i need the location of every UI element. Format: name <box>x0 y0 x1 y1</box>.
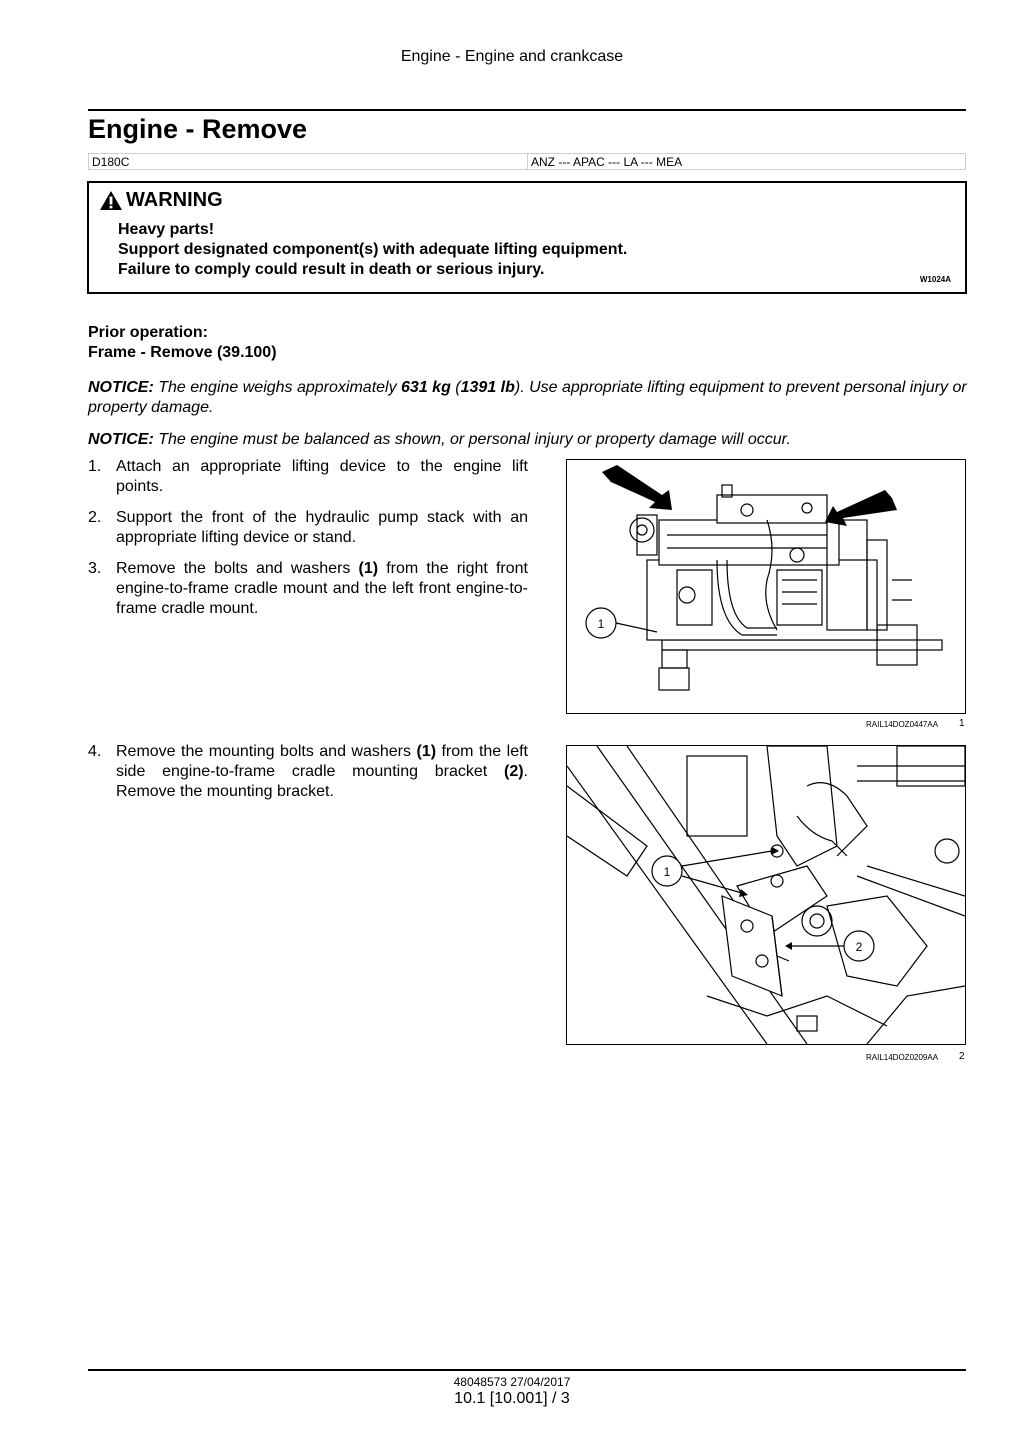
callout-number: 1 <box>597 617 605 631</box>
step-text: Attach an appropriate lifting device to the engine lift points. <box>116 458 528 495</box>
notice-label: NOTICE: <box>88 431 154 448</box>
step-text-part: . Remove the mounting bracket. <box>116 763 528 800</box>
warning-heading-text: WARNING <box>126 189 223 211</box>
notice-text: The engine weighs approximately <box>153 379 402 396</box>
step-text <box>116 742 528 802</box>
footer-page-number: 10.1 [10.001] / 3 <box>454 1390 570 1407</box>
callout-ref: (1) <box>358 560 379 577</box>
warning-line: Heavy parts! <box>118 221 215 238</box>
callout-number: 1 <box>663 865 671 879</box>
model-label: D180C <box>92 155 130 169</box>
row-divider <box>527 154 528 169</box>
regions-label: ANZ --- APAC --- LA --- MEA <box>531 155 683 169</box>
step-item <box>88 742 528 802</box>
bottom-rule <box>88 1369 966 1371</box>
figure-caption: RAIL14DOZ0447AA <box>866 720 939 729</box>
warning-line: Failure to comply could result in death or serious injury. <box>118 261 545 278</box>
step-number: 3. <box>88 560 102 577</box>
step-number: 2. <box>88 509 102 526</box>
step-item <box>88 457 528 497</box>
figure-number: 1 <box>959 718 965 729</box>
bracket-illustration <box>567 746 965 1044</box>
step-number: 4. <box>88 743 102 760</box>
prior-operation-label: Prior operation: <box>88 324 209 341</box>
weight-lb: 1391 lb <box>460 379 515 396</box>
warning-text <box>118 220 627 280</box>
applicability-row <box>88 153 966 170</box>
warning-line: Support designated component(s) with adequate lifting equipment. <box>118 241 628 258</box>
step-item <box>88 508 528 548</box>
figure-mounting-bracket <box>566 745 966 1045</box>
step-number: 1. <box>88 458 102 475</box>
footer-doc-id: 48048573 27/04/2017 <box>453 1375 571 1389</box>
section-header: Engine - Engine and crankcase <box>400 48 624 65</box>
step-text: Support the front of the hydraulic pump stack with an appropriate lifting device or stand. <box>116 509 528 546</box>
notice-weight <box>88 378 968 418</box>
engine-illustration <box>567 460 965 713</box>
notice-text: ( <box>450 379 461 396</box>
step-text-part: Remove the mounting bolts and washers <box>116 743 417 760</box>
callout-number: 2 <box>855 940 863 954</box>
notice-balance <box>88 430 968 450</box>
callout-ref: (2) <box>503 763 524 780</box>
step-item <box>88 559 528 619</box>
step-text-part: Remove the bolts and washers <box>116 560 359 577</box>
warning-triangle-icon <box>99 190 123 211</box>
notice-text: The engine must be balanced as shown, or personal injury or property damage will occur. <box>153 431 791 448</box>
prior-operation-link[interactable]: Frame - Remove (39.100) <box>88 344 277 361</box>
prior-operation <box>88 323 277 363</box>
step-text-part: from the left side engine-to-frame cradle mounting bracket <box>116 743 528 780</box>
top-rule <box>88 109 966 111</box>
weight-kg: 631 kg <box>401 379 451 396</box>
notice-text: ). Use appropriate lifting equipment to prevent personal injury or property damage. <box>88 379 967 416</box>
step-text <box>116 559 528 619</box>
step-text-part: from the right front engine-to-frame cradle mount and the left front engine-to-frame cradle mount. <box>116 560 528 617</box>
page-title: Engine - Remove <box>88 114 308 144</box>
callout-ref: (1) <box>416 743 437 760</box>
warning-box <box>87 181 967 294</box>
figure-engine-side <box>566 459 966 714</box>
warning-code: W1024A <box>919 275 951 284</box>
notice-label: NOTICE: <box>88 379 154 396</box>
figure-number: 2 <box>959 1051 965 1062</box>
figure-caption: RAIL14DOZ0209AA <box>866 1053 939 1062</box>
warning-heading <box>99 189 223 212</box>
